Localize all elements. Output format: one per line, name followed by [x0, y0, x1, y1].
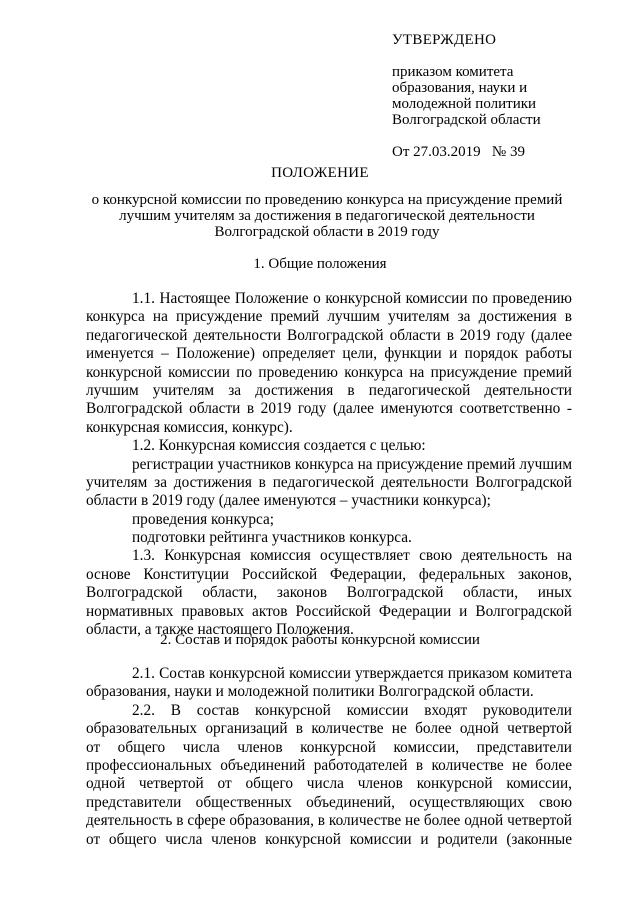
paragraph-line: конкурса на присуждение премий лучшим учителям за достижения в: [86, 308, 572, 326]
section-2-heading: 2. Состав и порядок работы конкурсной комиссии: [160, 632, 480, 648]
paragraph-line: основе Конституции Российской Федерации, федеральных законов,: [86, 565, 572, 583]
approval-line: образования, науки и: [392, 80, 528, 96]
paragraph-line: именуется – Положение) определяет цели, функции и порядок работы: [86, 345, 572, 363]
paragraph-line: профессиональных объединений работодателей в количестве не более: [86, 756, 572, 774]
paragraph-line: образования, науки и молодежной политики Волгоградской области.: [86, 683, 534, 701]
paragraph-line: лучшим учителям за достижения в педагогической деятельности: [86, 381, 572, 399]
paragraph-line: 1.2. Конкурсная комиссия создается с целью:: [132, 437, 426, 455]
paragraph-line: образовательных организаций в количестве не более одной четвертой: [86, 720, 572, 738]
paragraph-line: 2.2. В состав конкурсной комиссии входят руководители: [132, 701, 572, 719]
approval-order-date-number: От 27.03.2019 № 39: [392, 144, 525, 160]
paragraph-line: деятельность в сфере образования, в количестве не более одной четвертой: [86, 812, 572, 830]
paragraph-line: одной четвертой от общего числа членов конкурсной комиссии,: [86, 775, 572, 793]
paragraph-line: нормативных правовых актов Российской Федерации и Волгоградской: [86, 602, 572, 620]
document-subtitle: [82, 192, 572, 240]
approval-line: приказом комитета: [392, 64, 514, 80]
paragraph-line: области, а также настоящего Положения.: [86, 621, 354, 639]
paragraph-line: от общего числа членов конкурсной комиссии, представители: [86, 738, 572, 756]
paragraph-line: проведения конкурса;: [132, 510, 275, 528]
section-1-body: [86, 290, 572, 639]
document-title: ПОЛОЖЕНИЕ: [271, 165, 369, 181]
subtitle-line: о конкурсной комиссии по проведению конкурса на присуждение премий: [91, 192, 563, 208]
paragraph-line: конкурсной комиссии по проведению конкурса на присуждение премий: [86, 363, 572, 381]
approval-line: молодежной политики: [392, 96, 537, 112]
paragraph-line: области в 2019 году (далее именуются – участники конкурса);: [86, 492, 491, 510]
paragraph-line: Волгоградской области, законов Волгоградской области, иных: [86, 584, 572, 602]
subtitle-line: Волгоградской области в 2019 году: [214, 224, 440, 240]
section-2-body: [86, 665, 572, 849]
section-1-heading: 1. Общие положения: [253, 256, 387, 272]
paragraph-line: педагогической деятельности Волгоградской области в 2019 году (далее: [86, 326, 572, 344]
approval-line: Волгоградской области: [392, 112, 541, 128]
subtitle-line: лучшим учителям за достижения в педагогической деятельности: [119, 208, 535, 224]
paragraph-line: от общего числа членов конкурсной комиссии и родители (законные: [86, 830, 572, 848]
approval-stamp: [392, 32, 612, 160]
approval-heading: УТВЕРЖДЕНО: [392, 32, 497, 48]
paragraph-line: конкурсная комиссия, конкурс).: [86, 418, 293, 436]
paragraph-line: 1.1. Настоящее Положение о конкурсной комиссии по проведению: [132, 290, 572, 307]
paragraph-line: представители общественных объединений, осуществляющих свою: [86, 793, 572, 811]
paragraph-line: регистрации участников конкурса на присуждение премий лучшим: [132, 455, 572, 473]
paragraph-line: подготовки рейтинга участников конкурса.: [132, 529, 412, 547]
paragraph-line: 1.3. Конкурсная комиссия осуществляет свою деятельность на: [132, 547, 572, 565]
paragraph-line: Волгоградской области в 2019 году (далее именуются соответственно -: [86, 400, 572, 418]
paragraph-line: учителям за достижения в педагогической деятельности Волгоградской: [86, 473, 572, 491]
paragraph-line: 2.1. Состав конкурсной комиссии утверждается приказом комитета: [132, 665, 572, 682]
